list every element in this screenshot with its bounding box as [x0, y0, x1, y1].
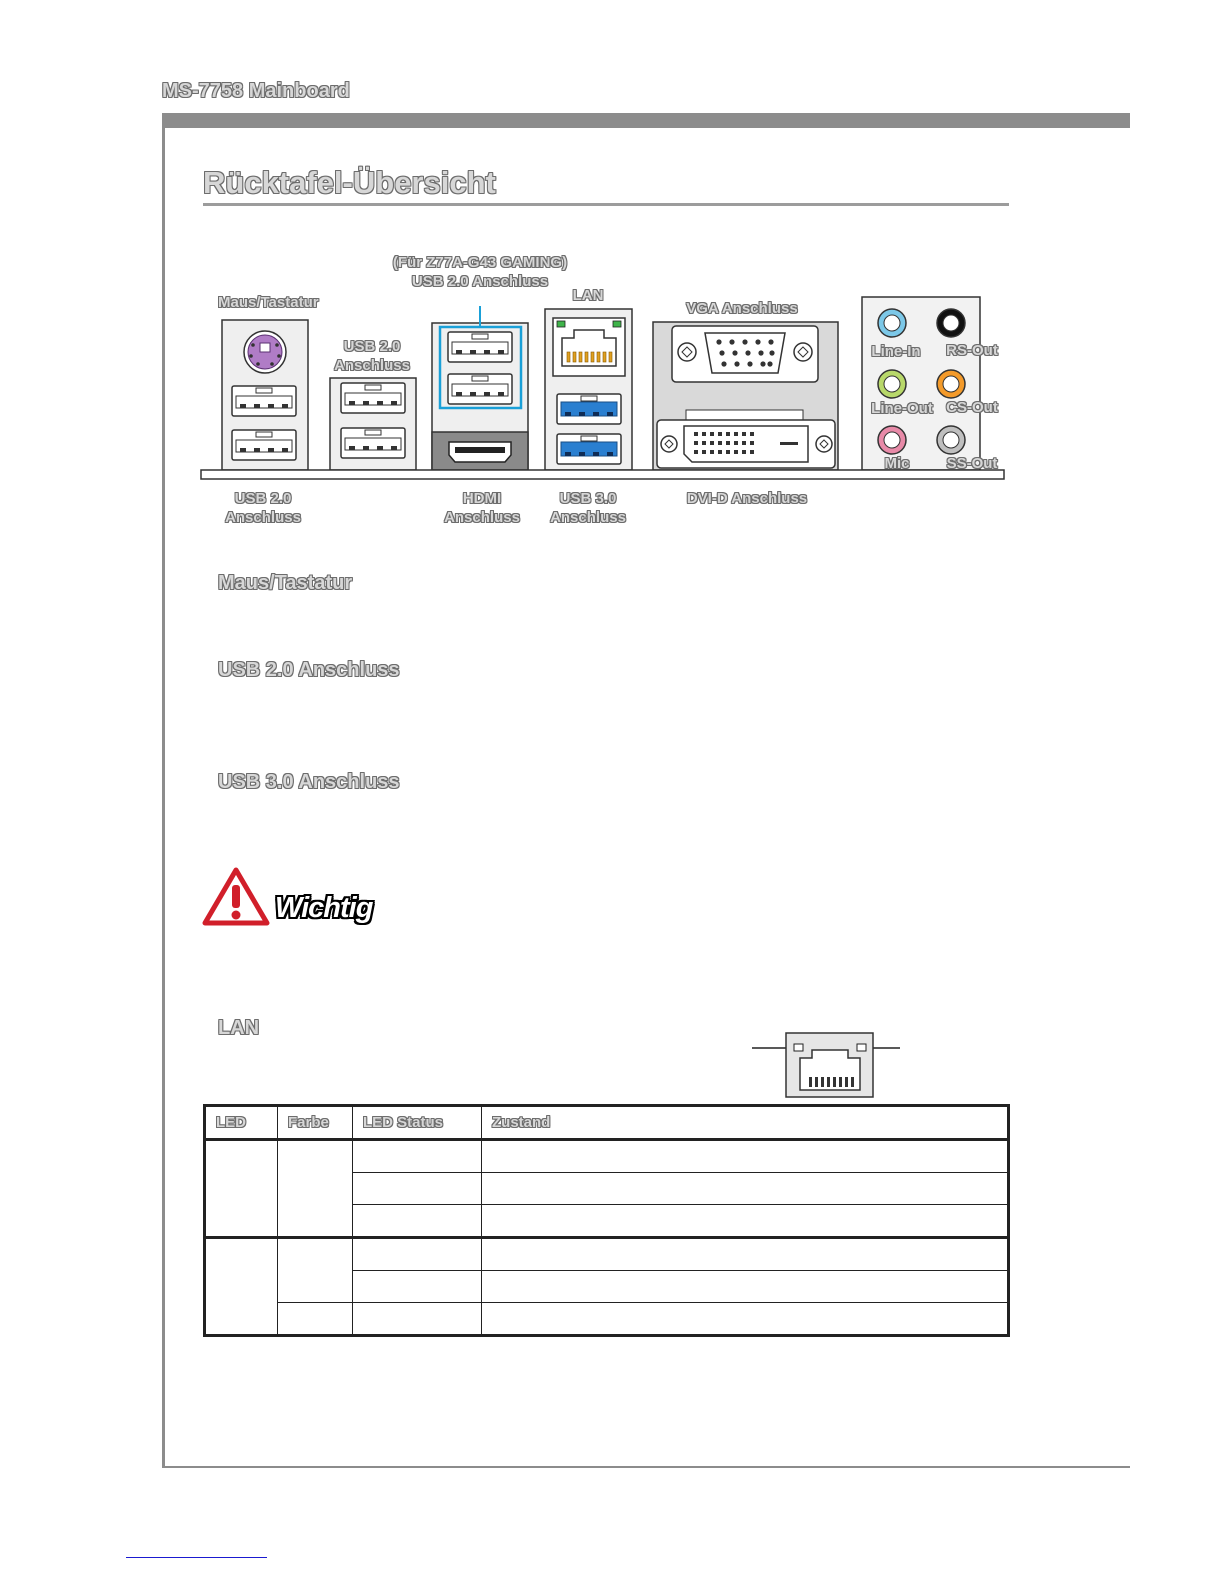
cell [353, 1238, 482, 1271]
label-z77a [370, 253, 590, 291]
cell [482, 1271, 1009, 1303]
cell [353, 1173, 482, 1205]
cell [353, 1271, 482, 1303]
table-row [205, 1303, 1009, 1336]
cell [482, 1238, 1009, 1271]
section-lan: LAN [218, 1017, 260, 1039]
page-title: Rücktafel-Übersicht [203, 165, 496, 200]
label-usb30 [538, 489, 638, 527]
th-led: LED [205, 1106, 278, 1140]
label-z77a-usb: USB 2.0 Anschluss [411, 273, 549, 290]
important-label: Wichtig [275, 892, 373, 924]
lan-port-icon [752, 1030, 902, 1100]
label-line-out: Line-Out [871, 400, 933, 417]
cell [482, 1173, 1009, 1205]
audio-block [862, 297, 980, 470]
cell [482, 1140, 1009, 1173]
label-usb30-line1: USB 3.0 [559, 490, 617, 507]
cell [353, 1140, 482, 1173]
cell [482, 1205, 1009, 1238]
label-usb20-bottom [213, 489, 313, 527]
header-model: MS-7758 Mainboard [162, 80, 350, 102]
label-vga: VGA Anschluss [686, 300, 798, 317]
label-dvid: DVI-D Anschluss [686, 490, 808, 507]
label-usb20-bottom-line2: Anschluss [225, 509, 301, 526]
label-hdmi-line2: Anschluss [444, 509, 520, 526]
section-usb30: USB 3.0 Anschluss [218, 771, 400, 793]
label-z77a-note: (Für Z77A-G43 GAMING) [392, 254, 568, 271]
table-row [205, 1238, 1009, 1271]
section-mouse-keyboard: Maus/Tastatur [218, 572, 353, 594]
cell [278, 1303, 353, 1336]
led-table [203, 1104, 1010, 1337]
label-rs-out: RS-Out [946, 342, 998, 359]
cell [482, 1303, 1009, 1336]
cell [278, 1140, 353, 1238]
table-row [205, 1140, 1009, 1173]
label-usb20-top-line2: Anschluss [334, 357, 410, 374]
th-farbe: Farbe [278, 1106, 353, 1140]
warning-icon [201, 866, 271, 928]
label-ss-out: SS-Out [946, 455, 998, 472]
usb-hdmi-block [432, 306, 528, 470]
label-hdmi [432, 489, 532, 527]
label-line-in: Line-In [871, 343, 921, 360]
cell [353, 1303, 482, 1336]
footer-link-underline[interactable] [126, 1557, 267, 1558]
label-usb20-top [322, 337, 422, 375]
usb20-block [330, 378, 416, 470]
ps2-usb-block [222, 320, 308, 470]
label-usb20-top-line1: USB 2.0 [343, 338, 401, 355]
label-usb20-bottom-line1: USB 2.0 [234, 490, 292, 507]
label-lan-top: LAN [572, 287, 604, 304]
label-usb30-line2: Anschluss [550, 509, 626, 526]
cell [205, 1140, 278, 1238]
label-mic: Mic [884, 455, 910, 472]
back-panel-diagram [0, 0, 1224, 560]
cell [278, 1238, 353, 1303]
th-led-status: LED Status [353, 1106, 482, 1140]
section-usb20: USB 2.0 Anschluss [218, 659, 400, 681]
label-hdmi-line1: HDMI [462, 490, 502, 507]
vga-dvi-block [653, 322, 838, 470]
label-mouse-keyboard: Maus/Tastatur [218, 294, 319, 311]
label-cs-out: CS-Out [946, 399, 998, 416]
th-zustand: Zustand [482, 1106, 1009, 1140]
lan-usb3-block [545, 309, 632, 470]
cell [353, 1205, 482, 1238]
footer-rule [162, 1466, 1130, 1468]
led-table-header [205, 1106, 1009, 1140]
cell [205, 1238, 278, 1336]
